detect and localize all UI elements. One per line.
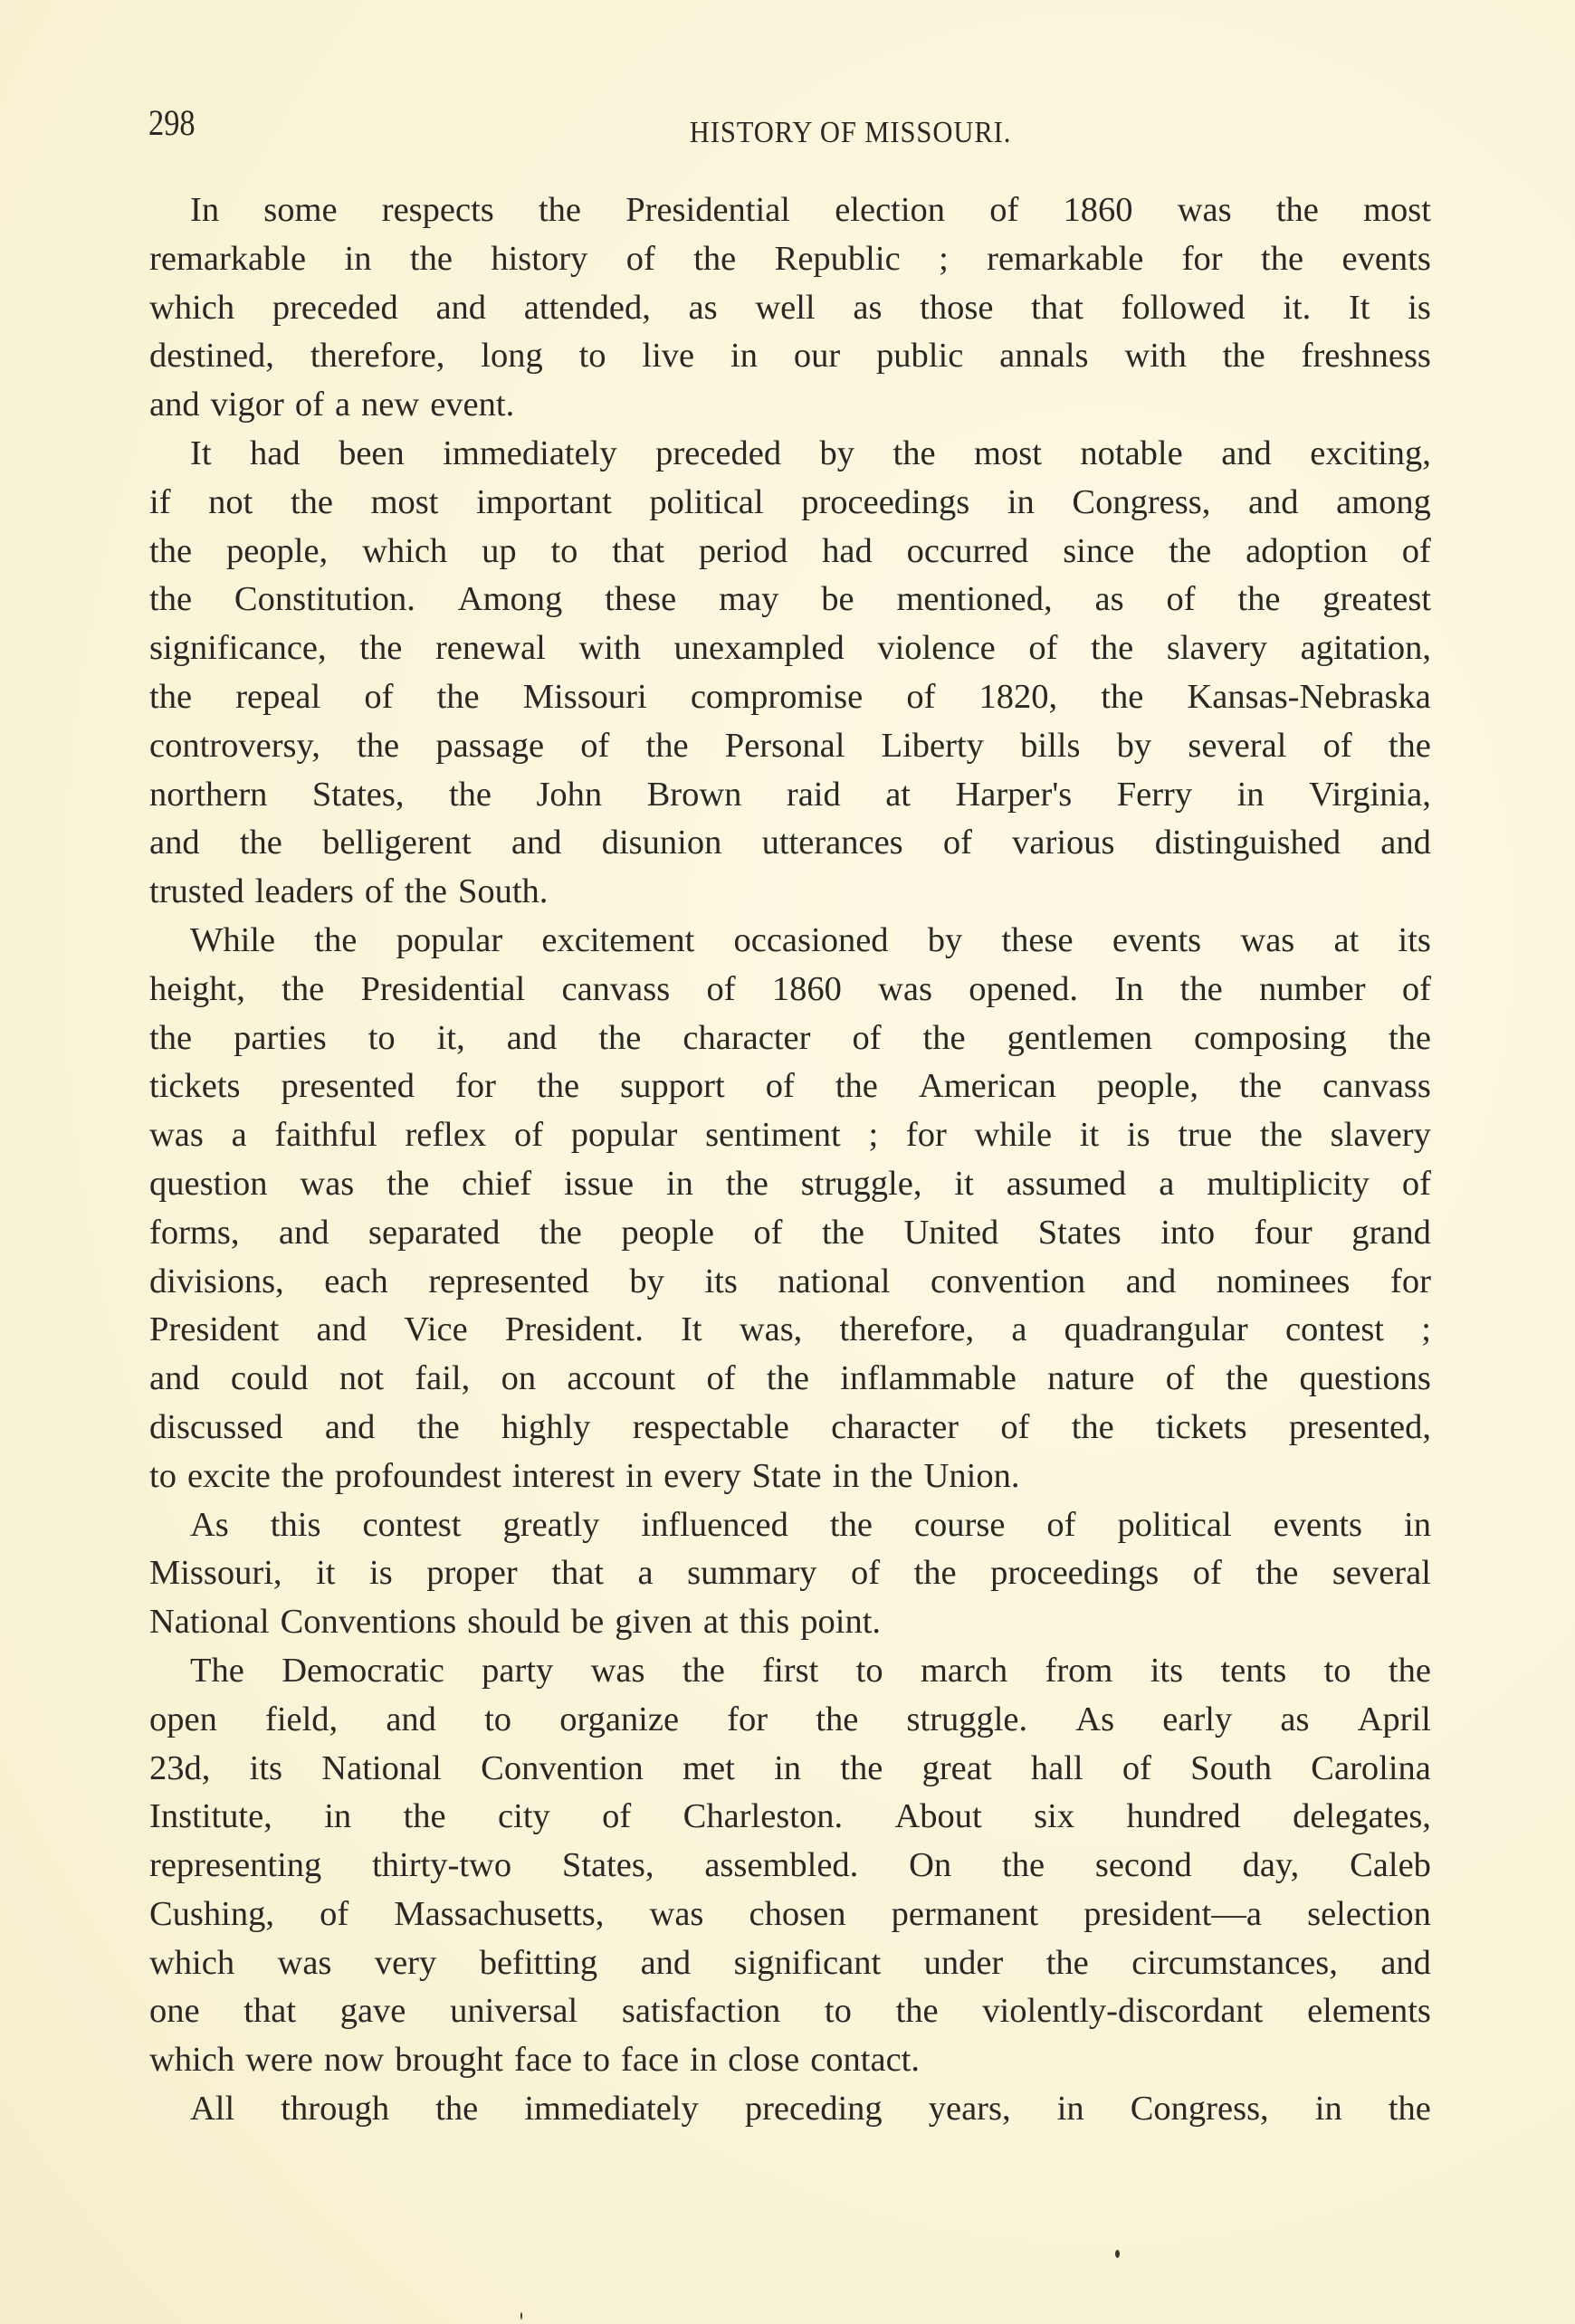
text-line: and the belligerent and disunion utterances of various distinguished and [149,824,1431,862]
text-line: if not the most important political proceedings in Congress, and among [149,482,1431,521]
text-line: northern States, the John Brown raid at Harper's Ferry in Virginia, [149,775,1431,814]
text-line: height, the Presidential canvass of 1860 was opened. In the number of [149,969,1431,1008]
text-line: open field, and to organize for the struggle. As early as April [149,1700,1431,1738]
text-line: trusted leaders of the South. [149,872,549,911]
running-head-title: HISTORY OF MISSOURI. [690,116,1012,149]
text-line: It had been immediately preceded by the most notable and exciting, [190,433,1431,472]
text-line: the people, which up to that period had occurred since the adoption of [149,531,1431,570]
ink-speck [1115,2250,1120,2258]
text-line: Cushing, of Massachusetts, was chosen permanent president—a selection [149,1894,1431,1933]
text-line: Institute, in the city of Charleston. About six hundred delegates, [149,1797,1431,1836]
paragraph [149,1501,1431,1647]
text-line: the repeal of the Missouri compromise of 1820, the Kansas-Nebraska [149,677,1431,716]
paragraph [149,430,1431,917]
text-line: In some respects the Presidential election of 1860 was the most [190,191,1431,229]
text-line: divisions, each represented by its national convention and nominees for [149,1262,1431,1300]
text-line: and could not fail, on account of the inflammable nature of the questions [149,1359,1431,1398]
text-line: destined, therefore, long to live in our public annals with the freshness [149,337,1431,376]
text-line: which preceded and attended, as well as those that followed it. It is [149,288,1431,327]
text-line: forms, and separated the people of the United States into four grand [149,1213,1431,1252]
text-line: President and Vice President. It was, therefore, a quadrangular contest ; [149,1310,1431,1349]
text-line: remarkable in the history of the Republic ; remarkable for the events [149,239,1431,278]
page-number: 298 [148,102,196,143]
paragraph [149,1647,1431,2085]
text-line: to excite the profoundest interest in every State in the Union. [149,1456,1020,1495]
text-line: 23d, its National Convention met in the great hall of South Carolina [149,1748,1431,1787]
text-line: the parties to it, and the character of the gentlemen composing the [149,1018,1431,1057]
text-line: controversy, the passage of the Personal Liberty bills by several of the [149,726,1431,765]
text-line: All through the immediately preceding years, in Congress, in the [190,2090,1431,2129]
paragraph [149,917,1431,1501]
text-line: significance, the renewal with unexampled violence of the slavery agitation, [149,629,1431,668]
text-line: which were now brought face to face in close contact. [149,2041,920,2080]
text-line: was a faithful reflex of popular sentiment ; for while it is true the slavery [149,1116,1431,1155]
text-line: The Democratic party was the first to march from its tents to the [190,1651,1431,1690]
text-line: discussed and the highly respectable character of the tickets presented, [149,1407,1431,1446]
text-line: As this contest greatly influenced the course of political events in [190,1505,1431,1544]
text-line: question was the chief issue in the struggle, it assumed a multiplicity of [149,1164,1431,1203]
paragraph [149,186,1431,430]
text-line: tickets presented for the support of the American people, the canvass [149,1067,1431,1106]
text-line: the Constitution. Among these may be mentioned, as of the greatest [149,580,1431,619]
text-line: which was very befitting and significant under the circumstances, and [149,1943,1431,1982]
text-line: National Conventions should be given at this point. [149,1603,882,1642]
body-text [149,186,1431,2134]
text-line: and vigor of a new event. [149,386,515,424]
text-line: Missouri, it is proper that a summary of the proceedings of the several [149,1554,1431,1593]
text-line: representing thirty-two States, assembled. On the second day, Caleb [149,1846,1431,1885]
ink-speck [520,2312,522,2319]
running-head [0,116,1575,150]
text-line: While the popular excitement occasioned by these events was at its [190,920,1431,959]
paragraph [149,2085,1431,2134]
text-line: one that gave universal satisfaction to the violently-discordant elements [149,1992,1431,2031]
